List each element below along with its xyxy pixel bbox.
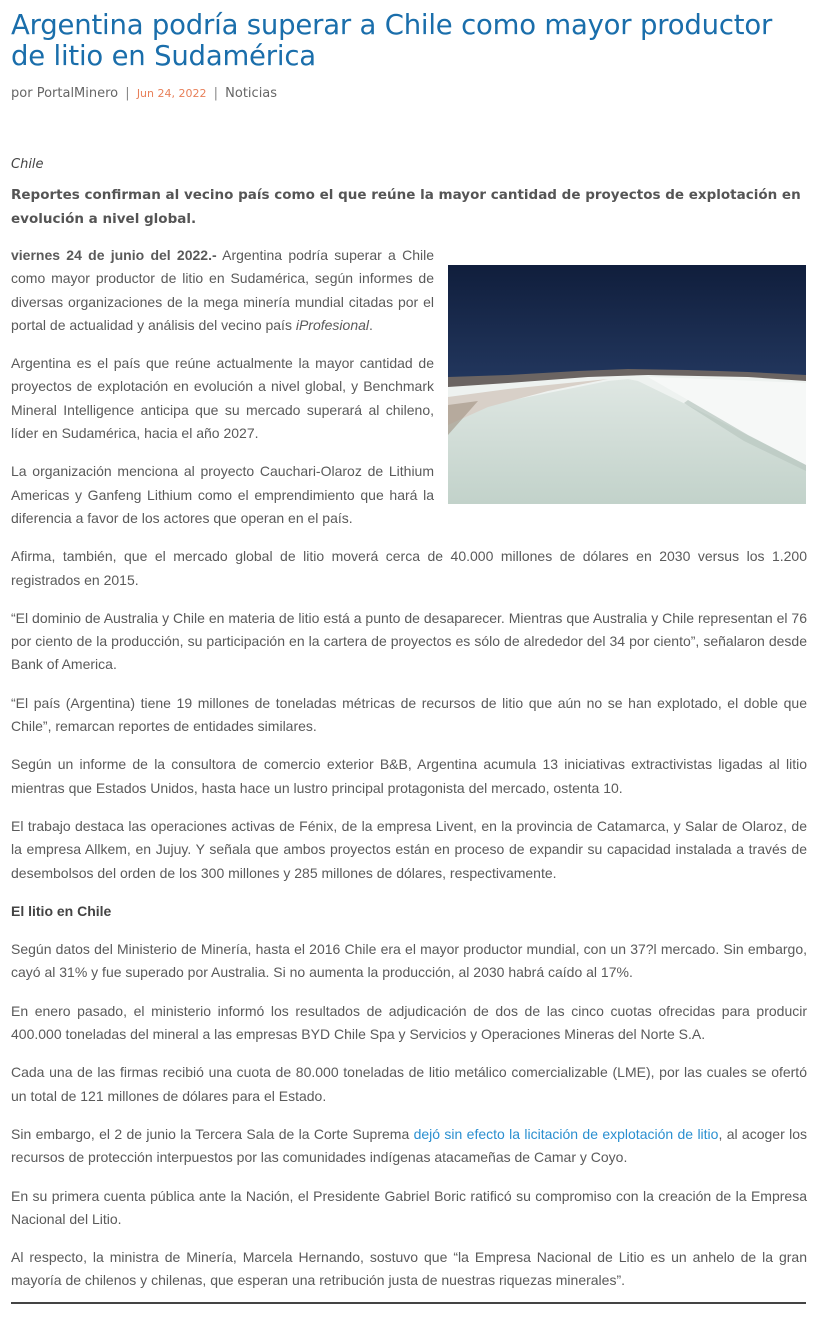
paragraph: El trabajo destaca las operaciones activas de Fénix, de la empresa Livent, en la provincia de Catamarca, y Salar de Olaroz, de la empresa Allkem, en Jujuy. Y señala que ambos proyectos están en proceso de expandir su capacidad instalada a través de desembolsos del orden de los 300 millones y 285 millones de dólares, respectivamente.: [11, 817, 807, 881]
publish-date: Jun 24, 2022: [136, 87, 207, 100]
article-divider: [11, 1302, 806, 1304]
section-subheading: El litio en Chile: [11, 902, 112, 919]
dateline: viernes 24 de junio del 2022.-: [11, 247, 217, 263]
author-link[interactable]: PortalMinero: [36, 86, 119, 101]
article-meta: [11, 86, 277, 101]
licitacion-link[interactable]: dejó sin efecto la licitación de explotación de litio: [413, 1125, 719, 1142]
paragraph: Según datos del Ministerio de Minería, hasta el 2016 Chile era el mayor productor mundial, con un 37?l mercado. Sin embargo, cayó al 31% y fue superado por Australia. Si no aumenta la producción, al 2030 habrá caído al 17%.: [11, 941, 807, 981]
category-link[interactable]: Noticias: [225, 86, 278, 101]
paragraph: Cada una de las firmas recibió una cuota de 80.000 toneladas de litio metálico comercializable (LME), por las cuales se ofertó un total de 121 millones de dólares para el Estado.: [11, 1064, 807, 1104]
paragraph-text: Sin embargo, el 2 de junio la Tercera Sala de la Corte Suprema: [11, 1125, 414, 1142]
paragraph: [11, 1123, 807, 1170]
paragraph: En su primera cuenta pública ante la Nación, el Presidente Gabriel Boric ratificó su compromiso con la creación de la Empresa Nacional del Litio.: [11, 1187, 807, 1227]
paragraph: Según un informe de la consultora de comercio exterior B&B, Argentina acumula 13 iniciativas extractivistas ligadas al litio mientras que Estados Unidos, hasta hace un lustro principal protagonista del mercado, ostenta 10.: [11, 756, 807, 796]
paragraph: Al respecto, la ministra de Minería, Marcela Hernando, sostuvo que “la Empresa Nacional de Litio es un anhelo de la gran mayoría de chilenos y chilenas, que esperan una retribución justa de nuestras riquezas minerales”.: [11, 1249, 807, 1289]
source-name: iProfesional: [295, 316, 369, 333]
article-title[interactable]: Argentina podría superar a Chile como mayor productor de litio en Sudamérica: [11, 9, 773, 72]
location-label: Chile: [11, 157, 44, 172]
article-body: [11, 244, 807, 1308]
paragraph-text: , al acoger los recursos de protección interpuestos por las comunidades indígenas atacameñas de Camar y Coyo.: [11, 1125, 807, 1166]
paragraph: “El país (Argentina) tiene 19 millones de toneladas métricas de recursos de litio que aún no se han explotado, el doble que Chile”, remarcan reportes de entidades similares.: [11, 694, 807, 735]
paragraph-text: .: [369, 316, 373, 333]
meta-separator: |: [213, 86, 219, 101]
paragraph: En enero pasado, el ministerio informó los resultados de adjudicación de dos de las cinco cuotas ofrecidas para producir 400.000 toneladas del mineral a las empresas BYD Chile Spa y Servicios y Operaciones Mineras del Norte S.A.: [11, 1002, 807, 1043]
paragraph: Afirma, también, que el mercado global de litio moverá cerca de 40.000 millones de dólares en 2030 versus los 1.200 registrados en 2015.: [11, 548, 807, 588]
paragraph: Argentina es el país que reúne actualmente la mayor cantidad de proyectos de explotación en evolución a nivel global, y Benchmark Mineral Intelligence anticipa que su mercado superará al chileno, líder en Sudamérica, hacia el año 2027.: [11, 355, 434, 442]
paragraph: La organización menciona al proyecto Cauchari-Olaroz de Lithium Americas y Ganfeng Lithium como el emprendimiento que hará la diferencia a favor de los actores que operan en el país.: [11, 463, 434, 526]
article-lead: Reportes confirman al vecino país como el que reúne la mayor cantidad de proyectos de explotación en evolución a nivel global.: [11, 187, 801, 227]
paragraph: “El dominio de Australia y Chile en materia de litio está a punto de desaparecer. Mientras que Australia y Chile representan el 76 por ciento de la producción, su participación en la cartera de proyectos es sólo de alrededor del 34 por ciento”, señalaron desde Bank of America.: [11, 609, 807, 673]
paragraph-text: Argentina podría superar a Chile como mayor productor de litio en Sudamérica, según informes de diversas organizaciones de la mega minería mundial citadas por el portal de actualidad y análisis del vecino país: [11, 247, 434, 333]
by-label: por: [11, 86, 33, 101]
meta-separator: |: [125, 86, 130, 101]
salt-flat-image: [448, 265, 806, 504]
